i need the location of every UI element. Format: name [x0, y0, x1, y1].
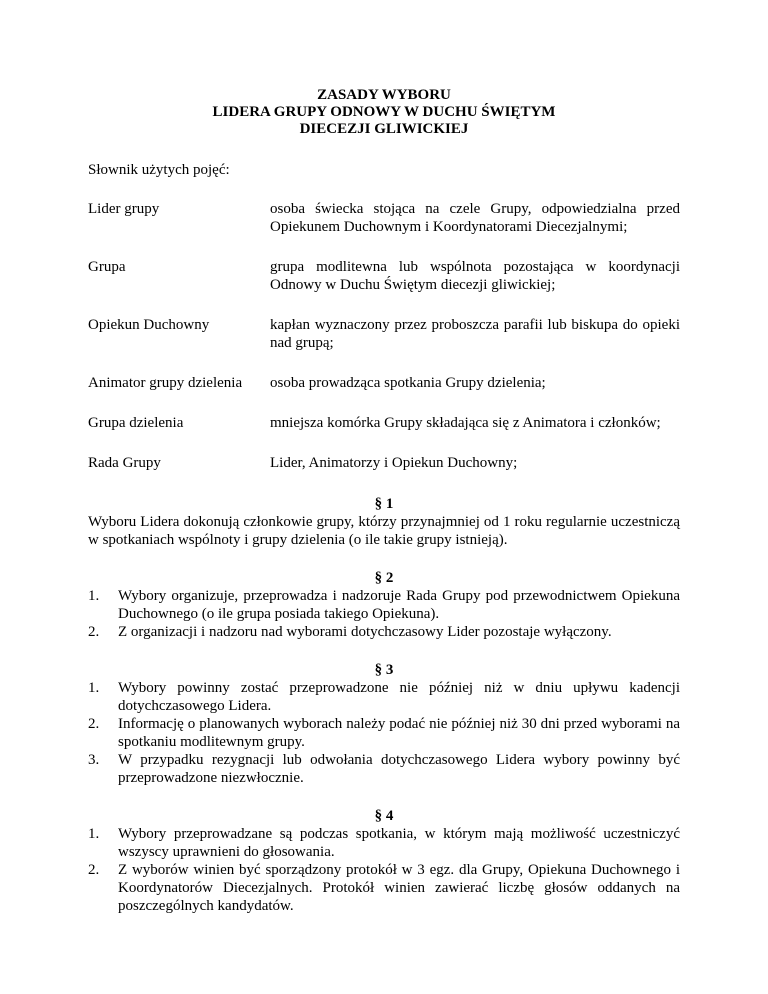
list-item	[88, 825, 680, 861]
list-item	[88, 679, 680, 715]
list-item-text: Wybory organizuje, przeprowadza i nadzoruje Rada Grupy pod przewodnictwem Opiekuna Duchownego (o ile grupa posiada takiego Opiekuna).	[118, 588, 680, 622]
list-item	[88, 751, 680, 787]
glossary-definition: Lider, Animatorzy i Opiekun Duchowny;	[270, 455, 518, 471]
glossary-row-rada	[88, 454, 680, 472]
list-item	[88, 861, 680, 915]
list-item-text: Z wyborów winien być sporządzony protokół w 3 egz. dla Grupy, Opiekuna Duchownego i Koordynatorów Diecezjalnych. Protokół winien zawierać liczbę głosów oddanych na poszczególnych kandydatów.	[118, 862, 680, 914]
list-item	[88, 623, 680, 641]
glossary-definition: mniejsza komórka Grupy składająca się z Animatora i członków;	[270, 415, 661, 431]
glossary-term: Lider grupy	[88, 201, 160, 217]
section-2-list	[88, 587, 680, 641]
section-3-heading: § 3	[374, 662, 394, 678]
list-item-text: Informację o planowanych wyborach należy podać nie później niż 30 dni przed wyborami na spotkaniu modlitewnym grupy.	[118, 716, 680, 750]
title-line-3: DIECEZJI GLIWICKIEJ	[299, 121, 469, 137]
glossary-definition: osoba świecka stojąca na czele Grupy, odpowiedzialna przed Opiekunem Duchownym i Koordynatorami Diecezjalnymi;	[270, 201, 680, 235]
list-item	[88, 715, 680, 751]
document-title	[88, 87, 680, 138]
glossary-term: Animator grupy dzielenia	[88, 375, 243, 391]
glossary-row-opiekun	[88, 316, 680, 352]
list-item-number: 2.	[88, 716, 100, 732]
section-1-heading: § 1	[374, 496, 394, 512]
glossary-definition: grupa modlitewna lub wspólnota pozostająca w koordynacji Odnowy w Duchu Świętym diecezji gliwickiej;	[270, 259, 680, 293]
list-item-number: 2.	[88, 624, 100, 640]
glossary-term: Rada Grupy	[88, 455, 161, 471]
glossary-row-lider	[88, 200, 680, 236]
list-item-text: Wybory przeprowadzane są podczas spotkania, w którym mają możliwość uczestniczyć wszyscy uprawnieni do głosowania.	[118, 826, 680, 860]
section-4-heading: § 4	[374, 808, 394, 824]
glossary-row-grupa	[88, 258, 680, 294]
glossary-term: Grupa	[88, 259, 126, 275]
title-line-2: LIDERA GRUPY ODNOWY W DUCHU ŚWIĘTYM	[212, 104, 556, 120]
glossary-term: Grupa dzielenia	[88, 415, 184, 431]
list-item-text: Wybory powinny zostać przeprowadzone nie później niż w dniu upływu kadencji dotychczasowego Lidera.	[118, 680, 680, 714]
glossary-heading: Słownik użytych pojęć:	[88, 162, 230, 178]
section-3-list	[88, 679, 680, 787]
document-page	[88, 0, 680, 915]
glossary-term: Opiekun Duchowny	[88, 317, 210, 333]
list-item-text: Z organizacji i nadzoru nad wyborami dotychczasowy Lider pozostaje wyłączony.	[118, 624, 612, 640]
glossary-definition: osoba prowadząca spotkania Grupy dzielenia;	[270, 375, 546, 391]
section-2-heading: § 2	[374, 570, 394, 586]
section-1-paragraph: Wyboru Lidera dokonują członkowie grupy, którzy przynajmniej od 1 roku regularnie uczestniczą w spotkaniach wspólnoty i grupy dzielenia (o ile takie grupy istnieją).	[88, 514, 680, 548]
glossary-row-animator	[88, 374, 680, 392]
list-item-number: 1.	[88, 588, 100, 604]
list-item-number: 1.	[88, 826, 100, 842]
glossary	[88, 200, 680, 472]
list-item-number: 3.	[88, 752, 100, 768]
list-item-text: W przypadku rezygnacji lub odwołania dotychczasowego Lidera wybory powinny być przeprowadzone niezwłocznie.	[118, 752, 680, 786]
list-item-number: 1.	[88, 680, 100, 696]
glossary-definition: kapłan wyznaczony przez proboszcza parafii lub biskupa do opieki nad grupą;	[270, 317, 680, 351]
list-item	[88, 587, 680, 623]
list-item-number: 2.	[88, 862, 100, 878]
title-line-1: ZASADY WYBORU	[317, 87, 451, 103]
glossary-row-grupa-dzielenia	[88, 414, 680, 432]
section-4-list	[88, 825, 680, 915]
